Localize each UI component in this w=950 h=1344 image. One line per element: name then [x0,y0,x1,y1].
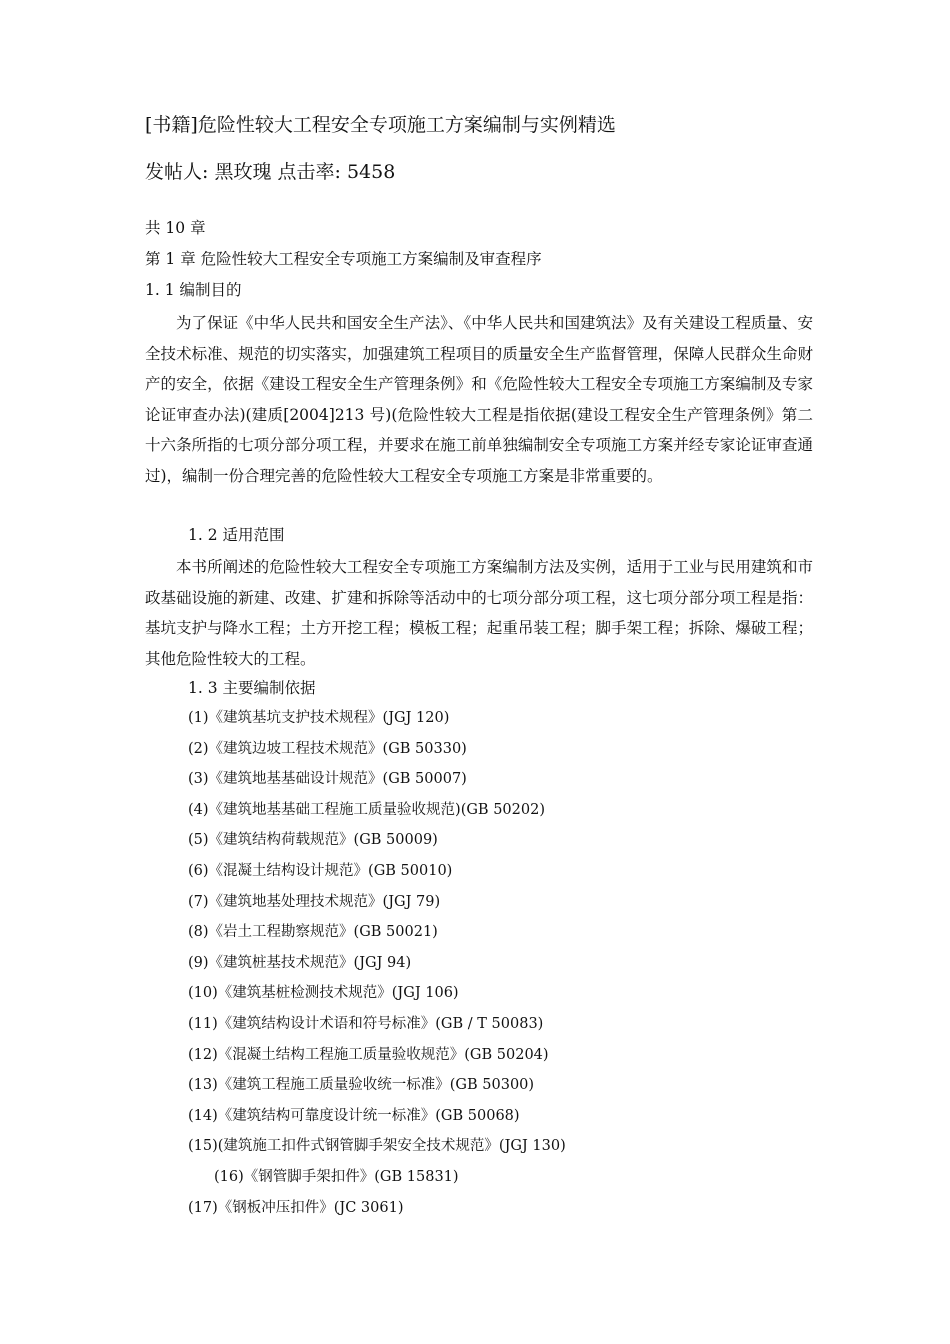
reference-item: (14)《建筑结构可靠度设计统一标准》(GB 50068) [188,1107,520,1124]
chapter-heading: 第 1 章 危险性较大工程安全专项施工方案编制及审查程序 [145,250,542,268]
reference-item: (11)《建筑结构设计术语和符号标准》(GB / T 50083) [188,1015,544,1032]
reference-item: (10)《建筑基桩检测技术规范》(JGJ 106) [188,985,459,1002]
poster-label: 发帖人: [145,161,209,183]
reference-item: (8)《岩土工程勘察规范》(GB 50021) [188,924,438,941]
clicks-label: 点击率: [277,161,341,183]
reference-item: (3)《建筑地基基础设计规范》(GB 50007) [188,771,467,788]
reference-item: (13)《建筑工程施工质量验收统一标准》(GB 50300) [188,1077,535,1094]
reference-item: (5)《建筑结构荷载规范》(GB 50009) [188,832,438,849]
chapter-count: 共 10 章 [145,219,206,237]
section-heading-1-3: 1. 3 主要编制依据 [188,679,316,697]
reference-item: (15)(建筑施工扣件式钢管脚手架安全技术规范》(JGJ 130) [188,1138,566,1155]
paragraph-scope: 本书所阐述的危险性较大工程安全专项施工方案编制方法及实例，适用于工业与民用建筑和市政基础设施的新建、改建、扩建和拆除等活动中的七项分部分项工程，这七项分部分项工程是指：基坑支护与降水工程；土方开挖工程；模板工程；起重吊装工程；脚手架工程；拆除、爆破工程；其他危险性较大的工程。 [145,558,813,668]
post-meta [145,163,395,182]
paragraph-purpose: 为了保证《中华人民共和国安全生产法》、《中华人民共和国建筑法》及有关建设工程质量、安全技术标准、规范的切实落实，加强建筑工程项目的质量安全生产监督管理，保障人民群众生命财产的安全，依据《建设工程安全生产管理条例》和《危险性较大工程安全专项施工方案编制及专家论证审查办法)(建质[2004]213 号)(危险性较大工程是指依据(建设工程安全生产管理条例》第二十六条所指的七项分部分项工程，并要求在施工前单独编制安全专项施工方案并经专家论证审查通过)，编制一份合理完善的危险性较大工程安全专项施工方案是非常重要的。 [145,314,813,485]
reference-item: (6)《混凝土结构设计规范》(GB 50010) [188,862,453,879]
section-heading-1-1: 1. 1 编制目的 [145,281,242,299]
reference-item: (2)《建筑边坡工程技术规范》(GB 50330) [188,740,467,757]
section-heading-1-2: 1. 2 适用范围 [188,526,285,544]
poster-name: 黑玫瑰 [214,161,272,183]
reference-item: (1)《建筑基坑支护技术规程》(JGJ 120) [188,710,450,726]
reference-item: (7)《建筑地基处理技术规范》(JGJ 79) [188,893,441,910]
reference-item: (9)《建筑桩基技术规范》(JGJ 94) [188,954,412,971]
reference-item: (4)《建筑地基基础工程施工质量验收规范)(GB 50202) [188,801,545,818]
reference-item: (17)《钢板冲压扣件》(JC 3061) [188,1199,404,1216]
reference-item: (16)《钢管脚手架扣件》(GB 15831) [214,1168,459,1185]
document-title: [书籍]危险性较大工程安全专项施工方案编制与实例精选 [145,114,616,136]
clicks-value: 5458 [346,161,396,183]
reference-list [188,708,566,1228]
reference-item: (12)《混凝土结构工程施工质量验收规范》(GB 50204) [188,1046,549,1063]
